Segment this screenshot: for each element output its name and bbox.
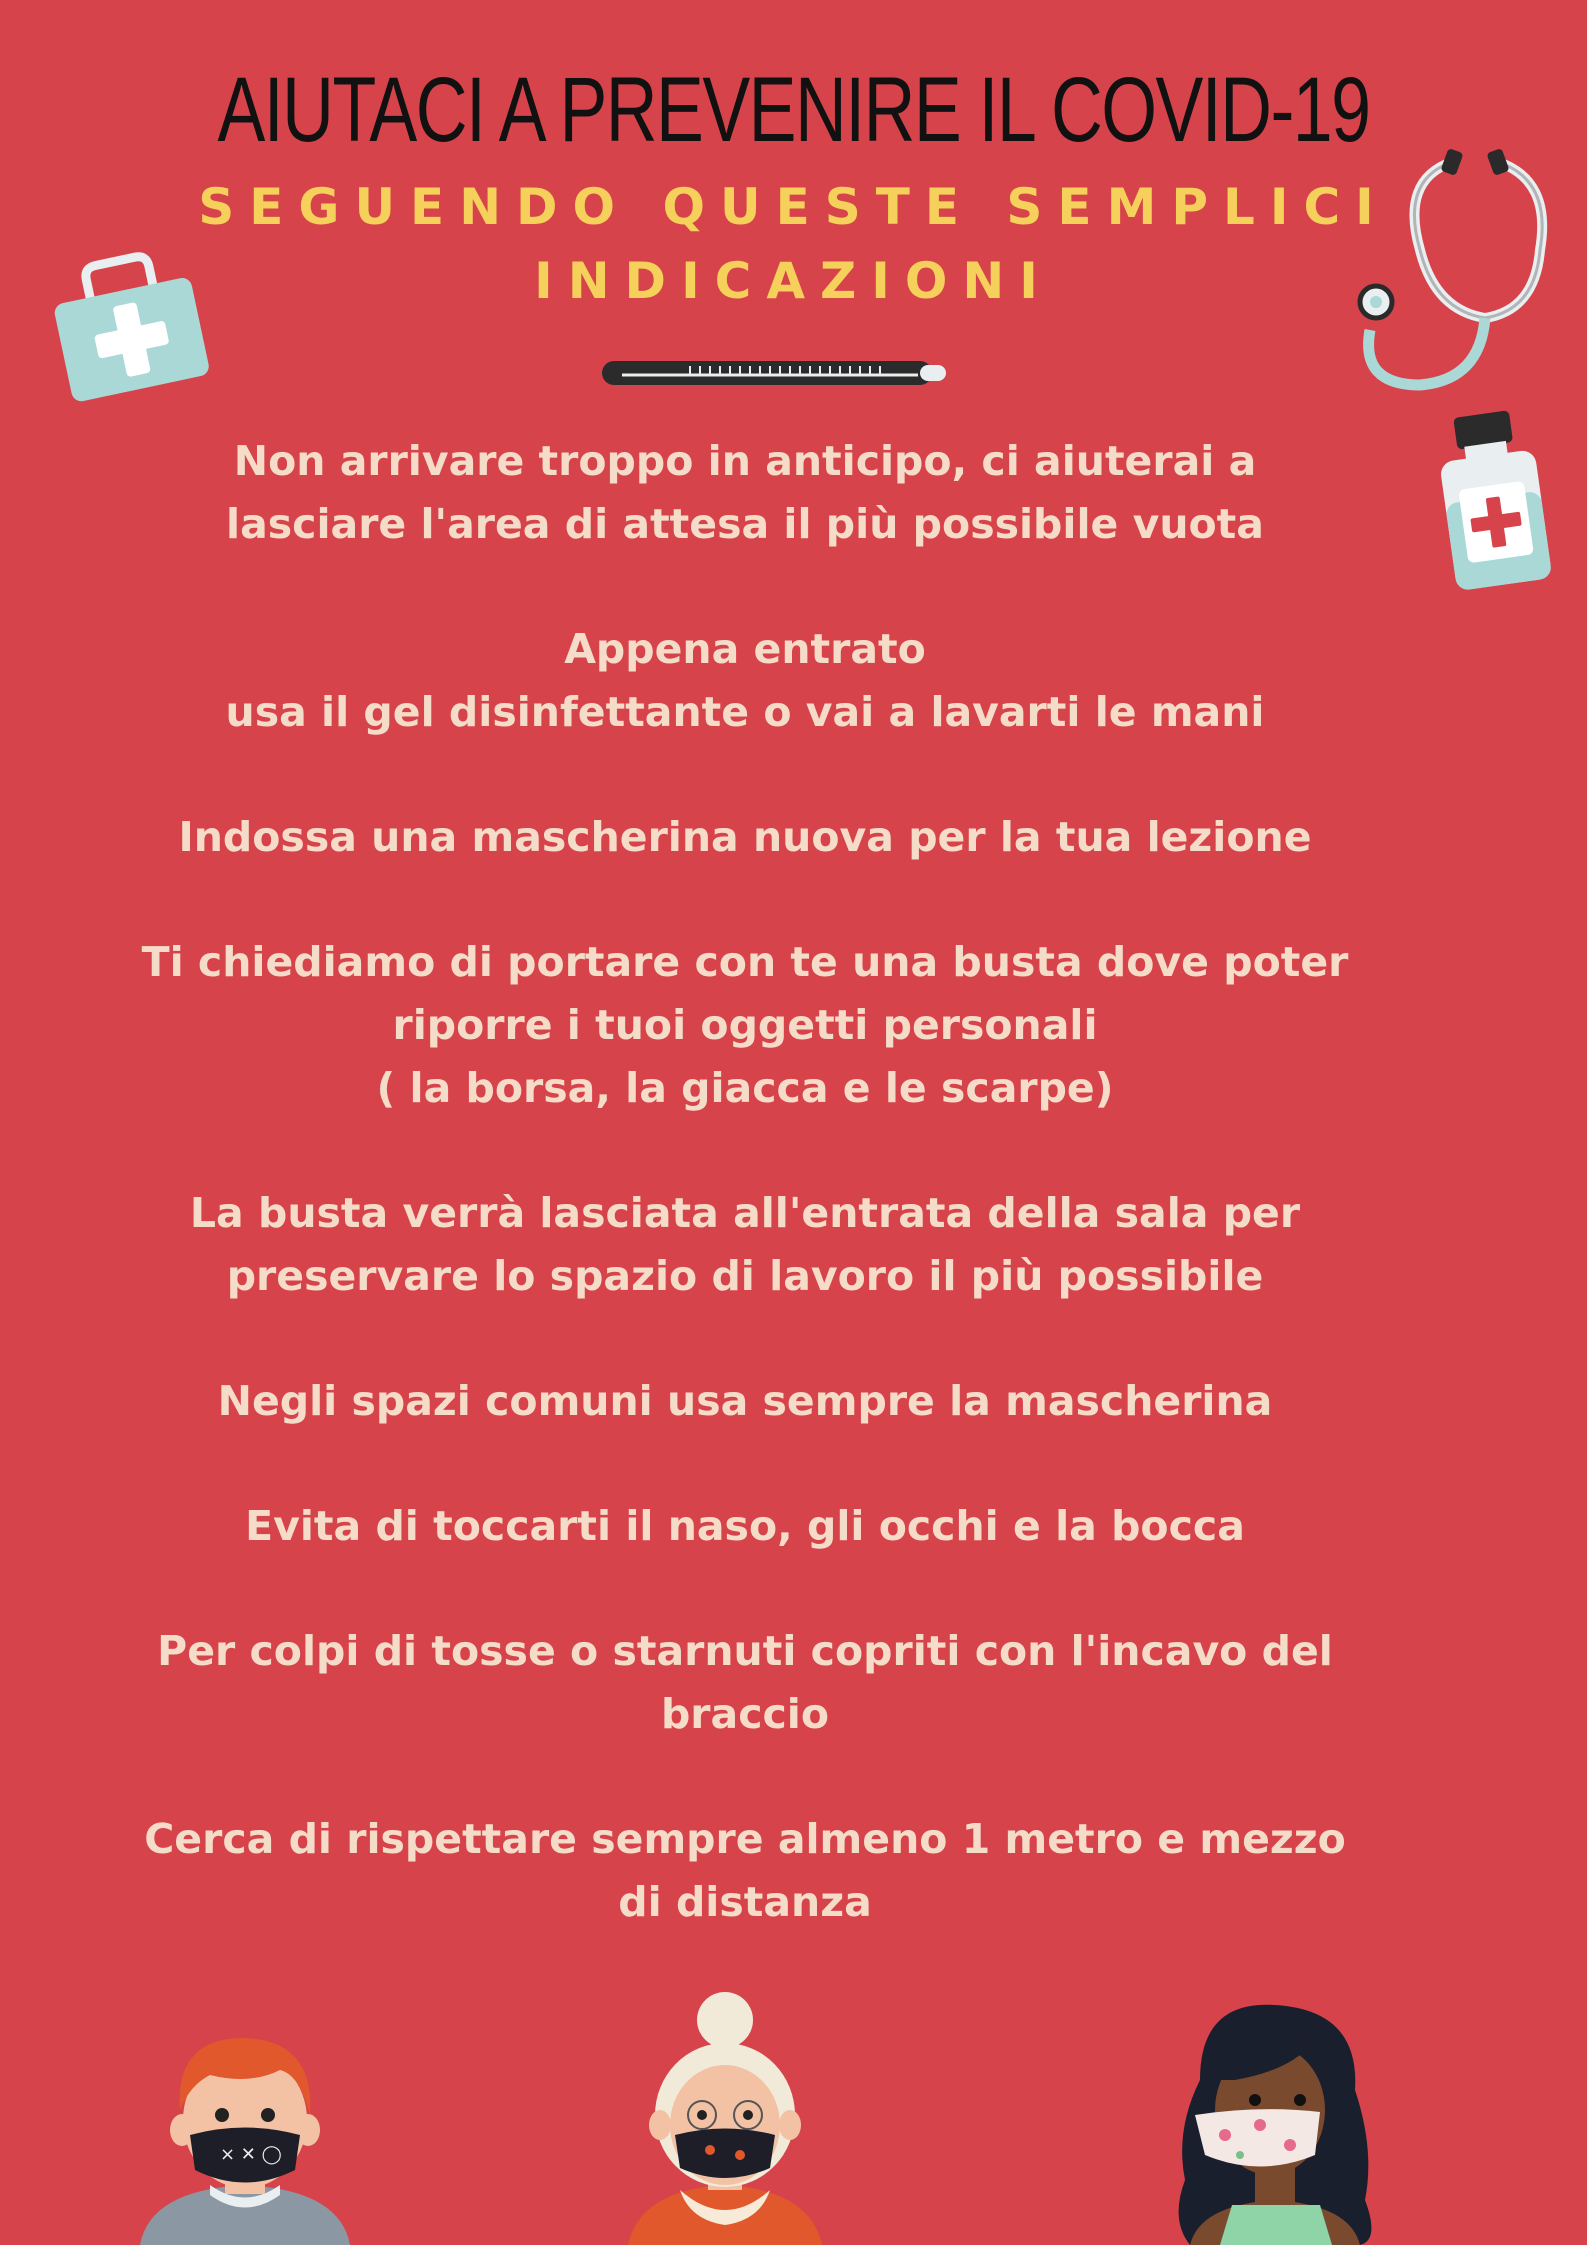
instruction-line: Cerca di rispettare sempre almeno 1 metro e mezzo xyxy=(144,1815,1346,1863)
stethoscope-icon xyxy=(1340,140,1550,400)
instruction-item xyxy=(100,430,1390,556)
instruction-line: Ti chiediamo di portare con te una busta dove poter xyxy=(141,938,1349,986)
instruction-item xyxy=(100,931,1390,1120)
instruction-line: di distanza xyxy=(618,1878,872,1926)
instruction-item xyxy=(100,1808,1390,1934)
subtitle-line-1: SEGUENDO QUESTE SEMPLICI xyxy=(198,178,1389,236)
instruction-item xyxy=(100,1495,1390,1558)
instruction-line: La busta verrà lasciata all'entrata della sala per xyxy=(189,1189,1301,1237)
instructions-list xyxy=(100,430,1390,1996)
instruction-item xyxy=(100,1182,1390,1308)
boy-with-mask-illustration xyxy=(130,2020,360,2245)
instruction-line: Per colpi di tosse o starnuti copriti con l'incavo del xyxy=(157,1627,1333,1675)
page-title: AIUTACI A PREVENIRE IL COVID-19 xyxy=(217,59,1370,161)
instruction-line: Negli spazi comuni usa sempre la mascherina xyxy=(217,1377,1273,1425)
instruction-item xyxy=(100,618,1390,744)
instruction-line: usa il gel disinfettante o vai a lavarti le mani xyxy=(225,688,1265,736)
instruction-line: Non arrivare troppo in anticipo, ci aiuterai a xyxy=(233,437,1257,485)
subtitle-line-2: INDICAZIONI xyxy=(534,252,1053,310)
instruction-line: ( la borsa, la giacca e le scarpe) xyxy=(376,1064,1114,1112)
thermometer-icon xyxy=(600,355,950,391)
first-aid-kit-icon xyxy=(38,232,218,402)
woman-with-mask-illustration xyxy=(1160,2000,1390,2245)
instruction-item xyxy=(100,1370,1390,1433)
instruction-line: Evita di toccarti il naso, gli occhi e la bocca xyxy=(245,1502,1245,1550)
instruction-line: Appena entrato xyxy=(564,625,926,673)
instruction-line: Indossa una mascherina nuova per la tua lezione xyxy=(178,813,1312,861)
grandmother-with-mask-illustration xyxy=(620,1990,830,2245)
instruction-line: lasciare l'area di attesa il più possibile vuota xyxy=(226,500,1264,548)
svg-text:× ✕ ◯: × ✕ ◯ xyxy=(220,2144,282,2165)
instruction-line: riporre i tuoi oggetti personali xyxy=(392,1001,1098,1049)
instruction-line: preservare lo spazio di lavoro il più possibile xyxy=(226,1252,1264,1300)
instruction-line: braccio xyxy=(660,1690,830,1738)
instruction-item xyxy=(100,806,1390,869)
instruction-item xyxy=(100,1620,1390,1746)
medicine-bottle-icon xyxy=(1420,405,1570,595)
